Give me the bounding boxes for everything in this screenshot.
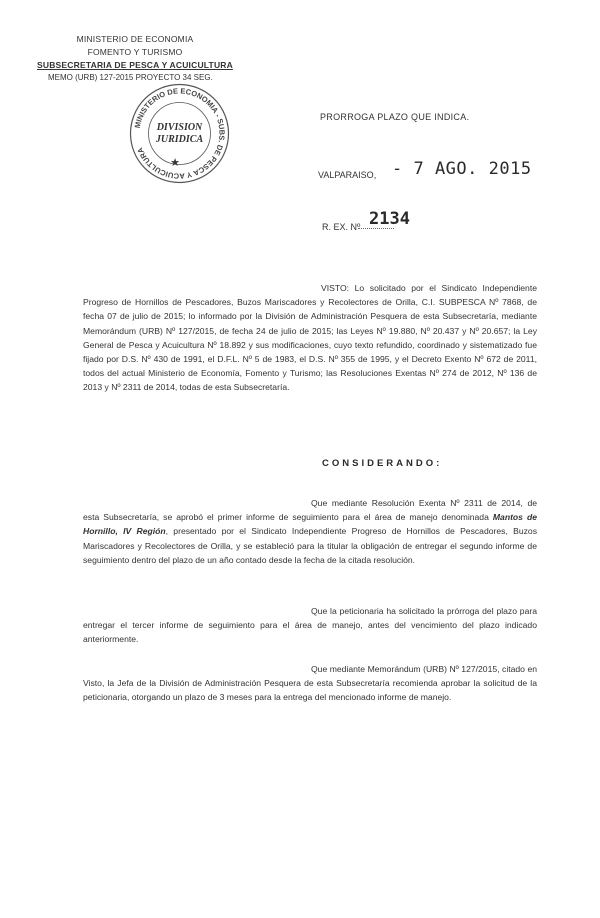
document-subject: PRORROGA PLAZO QUE INDICA.: [320, 112, 470, 122]
considerando-1-lead: Que mediante Resolución Exenta Nº 2311 de: [311, 498, 497, 508]
considerando-1: [83, 496, 537, 567]
visto-lead: VISTO:: [321, 283, 350, 293]
header-ministry: MINISTERIO DE ECONOMIA: [76, 34, 194, 44]
visto-paragraph: [83, 281, 537, 395]
document-date-stamp: - 7 AGO. 2015: [392, 159, 532, 179]
seal-center-line2: JURIDICA: [155, 134, 204, 145]
resolution-number: 2134: [369, 209, 410, 229]
considerando-3-lead: Que mediante Memorándum (URB) Nº: [311, 664, 459, 674]
considerando-2-text: plazo para entregar el tercer informe de seguimiento para el área de manejo, antes del vencimiento del plazo indicado anteriormente.: [83, 606, 538, 645]
considerando-1-text-b: , presentado por el Sindicato Independiente Progreso de Hornillos de Pescadores, Buzos Mariscadores y Recolectores de Orilla, y se estableció para la titular la obligación de entregar el segundo informe de seguimiento dentro del plazo de un año contado desde la fecha de la citada resolución.: [83, 526, 537, 565]
considerando-3-text: 127/2015, citado en Visto, la Jefa de la División de Administración Pesquera de esta Subsecretaría recomienda aprobar la solicitud de la peticionaria, otorgando un plazo de 3 meses para la entrega del mencionado informe de manejo.: [83, 664, 538, 703]
resolution-label: R. EX. Nº: [322, 222, 361, 232]
document-place: VALPARAISO,: [318, 170, 377, 180]
considerando-heading: CONSIDERANDO:: [322, 458, 443, 469]
considerando-3: [83, 662, 537, 705]
considerando-2: [83, 604, 537, 647]
seal-star-icon: ★: [170, 157, 180, 169]
area-name-emphasis: Mantos de Hornillo, IV Región: [83, 512, 537, 537]
header-subsecretaria: SUBSECRETARIA DE PESCA Y ACUICULTURA: [37, 60, 233, 70]
considerando-1-text-a: 2014, de esta Subsecretaría, se aprobó el primer informe de seguimiento para el área de manejo denominada: [83, 498, 538, 523]
visto-text: Lo solicitado por el Sindicato Independiente Progreso de Hornillos de Pescadores, Buzos Mariscadores y Recolectores de Orilla, C.I. SUBPESCA Nº 7868, de fecha 07 de julio de 2015; lo informado por la División de Administración Pesquera de esta Subsecretaría, mediante Memorándum (URB) Nº 127/2015, de fecha 24 de julio de 2015; las Leyes Nº 19.880, Nº 20.437 y Nº 20.657; la Ley General de Pesca y Acuicultura Nº 18.892 y sus modificaciones, cuyo texto refundido, coordinado y sistematizado fue fijado por D.S. Nº 430 de 1991, el D.F.L. Nº 5 de 1983, el D.S. Nº 355 de 1995, y el Decreto Exento Nº 672 de 2011, todos del actual Ministerio de Economía, Fomento y Turismo; las Resoluciones Exentas Nº 274 de 2012, Nº 136 de 2013 y Nº 2311 de 2014, todas de esta Subsecretaría.: [83, 283, 537, 393]
header-ministry-sub: FOMENTO Y TURISMO: [87, 47, 183, 57]
seal-ring-text: MINISTERIO DE ECONOMIA - SUBS. DE PESCA Y ACUICULTURA: [132, 86, 227, 181]
considerando-2-lead: Que la peticionaria ha solicitado la prórroga del: [311, 606, 494, 616]
division-juridica-seal-icon: [127, 81, 232, 186]
memo-reference: MEMO (URB) 127-2015 PROYECTO 34 SEG.: [48, 73, 213, 82]
seal-center-line1: DIVISION: [156, 122, 203, 133]
